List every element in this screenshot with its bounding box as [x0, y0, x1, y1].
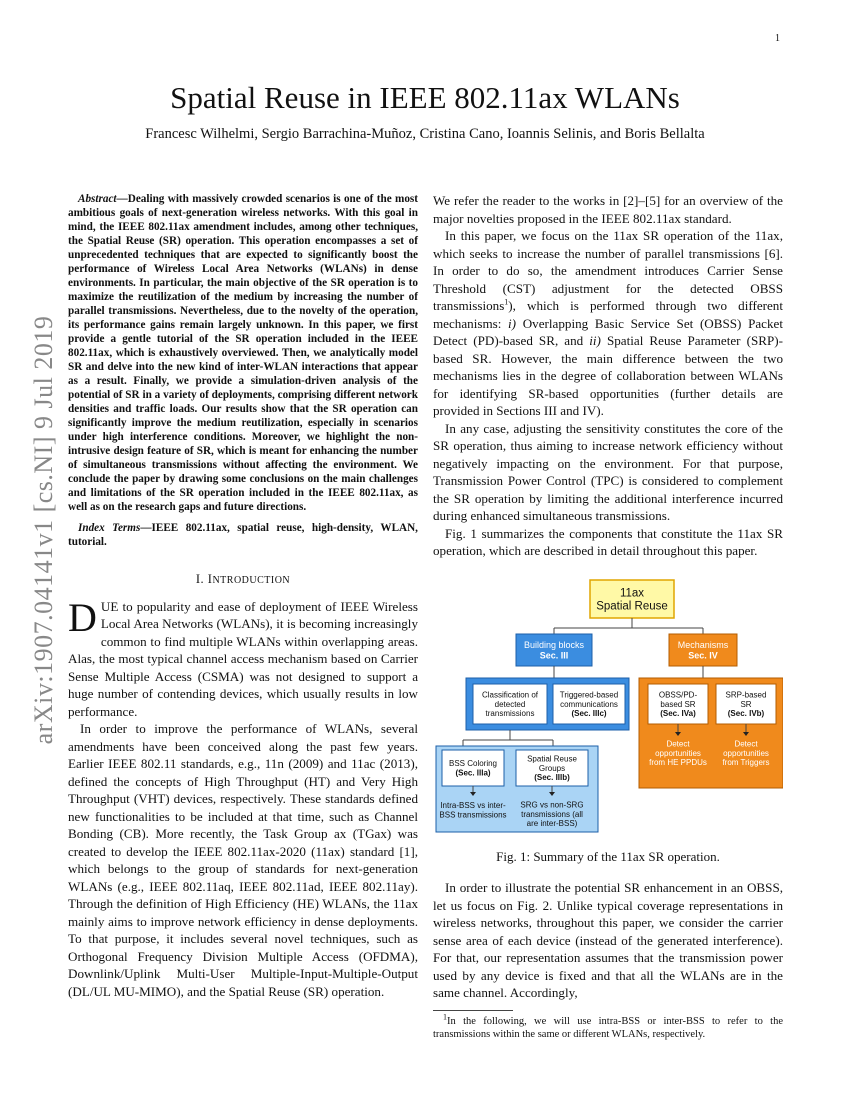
index-terms-text: —IEEE 802.11ax, spatial reuse, high-density, WLAN, tutorial.: [68, 522, 418, 548]
obss-pd-label-line: based SR: [660, 699, 696, 709]
detect-he-label-line: opportunities: [655, 748, 701, 758]
intro-paragraph-2: In order to improve the performance of WLANs, several amendments have been conceived along the past few years. Earlier IEEE 802.11 standards, e.g., 11n (2009) and 11ac (2013), defined the concepts of High Throughput (HT) and Very High Throughput (VHT) devices, respectively. These standards defined new functionalities to be included at that time, such as Channel Bonding (CB). More recently, the Task Group ax (TGax) was created to develop the IEEE 802.11ax-2020 (11ax) standard [1], which belongs to the group of standards for next-generation WLANs (e.g., IEEE 802.11aq, IEEE 802.11ad, IEEE 802.11ay). Through the definition of High Efficiency (HE) WLANs, the 11ax mainly aims to improve network efficiency in dense deployments. To that purpose, it includes several novel techniques, such as Orthogonal Frequency Division Multiple Access (OFDMA), Downlink/Uplink Multi-User Multiple-Input-Multiple-Output (DL/UL MU-MIMO), and the Spatial Reuse (SR) operation.: [68, 721, 418, 999]
root-label-line: Spatial Reuse: [596, 600, 668, 613]
sr-diagram: [433, 578, 783, 840]
footnote: $^1$In the following, we will use intra-BSS or inter-BSS to refer to the transmissions within the same or different WLANs, respectively.: [433, 1012, 783, 1040]
obss-pd-label-line: OBSS/PD-: [658, 690, 698, 700]
triggered-label-line: (Sec. IIIc): [571, 708, 607, 718]
index-terms: [68, 521, 418, 549]
section-heading-introduction: I. INTRODUCTION: [195, 572, 291, 586]
mechanisms-label-line: Mechanisms: [677, 639, 729, 650]
paper-title: Spatial Reuse in IEEE 802.11ax WLANs: [170, 80, 680, 115]
srp-label-line: (Sec. IVb): [727, 708, 765, 718]
triggered-label-line: Triggered-based: [559, 690, 619, 700]
detect-trig-label-line: Detect: [734, 739, 758, 749]
srg-label-line: Spatial Reuse: [527, 754, 577, 764]
srg-label-line: Groups: [538, 763, 566, 773]
srp-label-line: SRP-based: [725, 690, 767, 700]
srg-vs-label-line: are inter-BSS): [526, 818, 578, 828]
footnote-rule: [433, 1010, 513, 1011]
intra-inter-label-line: BSS transmissions: [439, 809, 507, 819]
building-blocks-label-line: Sec. III: [539, 649, 569, 660]
authors: Francesc Wilhelmi, Sergio Barrachina-Muñoz, Cristina Cano, Ioannis Selinis, and Boris Bellalta: [145, 126, 705, 142]
classification-label-line: transmissions: [485, 708, 535, 718]
abstract-text: —Dealing with massively crowded scenarios is one of the most ambitious goals of next-generation wireless networks. With this goal in mind, the IEEE 802.11ax amendment includes, among other techniques, the Spatial Reuse (SR) operation. This operation encompasses a set of unprecedented techniques that are expected to significantly boost the performance of Wireless Local Area Networks (WLANs) in dense environments. In particular, the main objective of the SR operation is to maximize the reutilization of the medium by increasing the number of parallel transmissions. Nevertheless, due to the novelty of the operation, its performance gains remain largely unknown. In this paper, we first provide a gentle tutorial of the SR operation included in the IEEE 802.11ax, which is exhaustively overviewed. Then, we analytically model SR and delve into the new kind of inter-WLAN interactions that appear as a result. Finally, we provide a simulation-driven analysis of the potential of SR in a variety of deployments, comprising different network densities and traffic loads. Our results show that the SR operation can significantly improve the medium reutilization, especially in scenarios under high interference conditions. Moreover, we highlight the non-intrusive design feature of SR, which is meant for enhancing the number of simultaneous transmissions without affecting the environment. We conclude the paper by drawing some conclusions on the main challenges and limitations of the SR operation included in the IEEE 802.11ax, as well as on the research gaps and future directions.: [68, 193, 418, 513]
right-paragraph-1: We refer the reader to the works in [2]–[5] for an overview of the major novelties proposed in the IEEE 802.11ax standard.: [433, 193, 783, 226]
bss-coloring-label-line: (Sec. IIIa): [455, 767, 491, 777]
triggered-label-line: communications: [560, 699, 618, 709]
root-label-line: 11ax: [619, 586, 645, 599]
building-blocks-label-line: Building blocks: [523, 639, 585, 650]
intro-paragraph-1: DUE to popularity and ease of deployment of IEEE Wireless Local Area Networks (WLANs), it is becoming increasingly common to find multiple WLANs within overlapping areas. Alas, the most typical channel access mechanism based on Carrier Sense Multiple Access (CSMA) was not designed to support a huge number of contending devices, which usually results in low performance.: [68, 594, 418, 719]
classification-label-line: Classification of: [481, 690, 539, 700]
intra-inter-label-line: Intra-BSS vs inter-: [440, 800, 506, 810]
srg-label-line: (Sec. IIIb): [534, 772, 570, 782]
right-paragraph-5: In order to illustrate the potential SR enhancement in an OBSS, let us focus on Fig. 2. Unlike typical coverage representations in wireless networks, throughout this paper, we consider the carrier sense area of each device (instead of the generated interference). For that, our representation assumes that the transmission power used by any device is fixed and that all the WLANs are in the same channel. Accordingly,: [433, 880, 783, 1000]
page-number: 1: [775, 33, 780, 44]
bss-coloring-label-line: BSS Coloring: [448, 758, 498, 768]
drop-cap: D: [68, 594, 97, 640]
right-paragraph-2: In this paper, we focus on the 11ax SR operation of the 11ax, which seeks to increase the number of parallel transmissions [6]. In order to do so, the amendment introduces Carrier Sense Threshold (CST) adjustment for the detected OBSS transmissions$^1$), which is performed through two different mechanisms: i) Overlapping Basic Service Set (OBSS) Packet Detect (PD)-based SR, and ii) Spatial Reuse Parameter (SRP)-based SR. However, the main difference between the two mechanisms lies in the degree of collaboration between WLANs for identifying SR-based opportunities (further details are provided in Sections III and IV).: [433, 228, 783, 418]
detect-he-label-line: Detect: [666, 739, 690, 749]
right-paragraph-4: Fig. 1 summarizes the components that constitute the 11ax SR operation, which are described in detail throughout this paper.: [433, 525, 783, 558]
srp-label-line: SR: [740, 699, 752, 709]
left-column: [68, 192, 418, 1000]
srg-vs-label-line: transmissions (all: [521, 809, 583, 819]
figure-1: [433, 578, 783, 840]
classification-label-line: detected: [494, 699, 526, 709]
abstract: [68, 192, 418, 514]
index-terms-label: Index Terms: [78, 522, 141, 534]
arxiv-stamp[interactable]: arXiv:1907.04141v1 [cs.NI] 9 Jul 2019: [29, 315, 58, 745]
detect-trig-label-line: from Triggers: [722, 757, 770, 767]
detect-he-label-line: from HE PPDUs: [649, 757, 707, 767]
mechanisms-label-line: Sec. IV: [688, 649, 718, 660]
right-paragraph-3: In any case, adjusting the sensitivity constitutes the core of the SR operation, thus aiming to increase network efficiency without negatively impacting on the environment. For that purpose, Transmission Power Control (TPC) is considered to complement the SR operation by limiting the additional interference incurred during enhanced simultaneous transmissions.: [433, 420, 783, 523]
footnote-mark[interactable]: 1: [504, 297, 509, 307]
figure-caption: Fig. 1: Summary of the 11ax SR operation.: [496, 848, 720, 864]
obss-pd-label-line: (Sec. IVa): [660, 708, 696, 718]
abstract-label: Abstract: [78, 193, 117, 205]
right-column: [433, 192, 783, 1041]
srg-vs-label-line: SRG vs non-SRG: [520, 800, 584, 810]
detect-trig-label-line: opportunities: [723, 748, 769, 758]
